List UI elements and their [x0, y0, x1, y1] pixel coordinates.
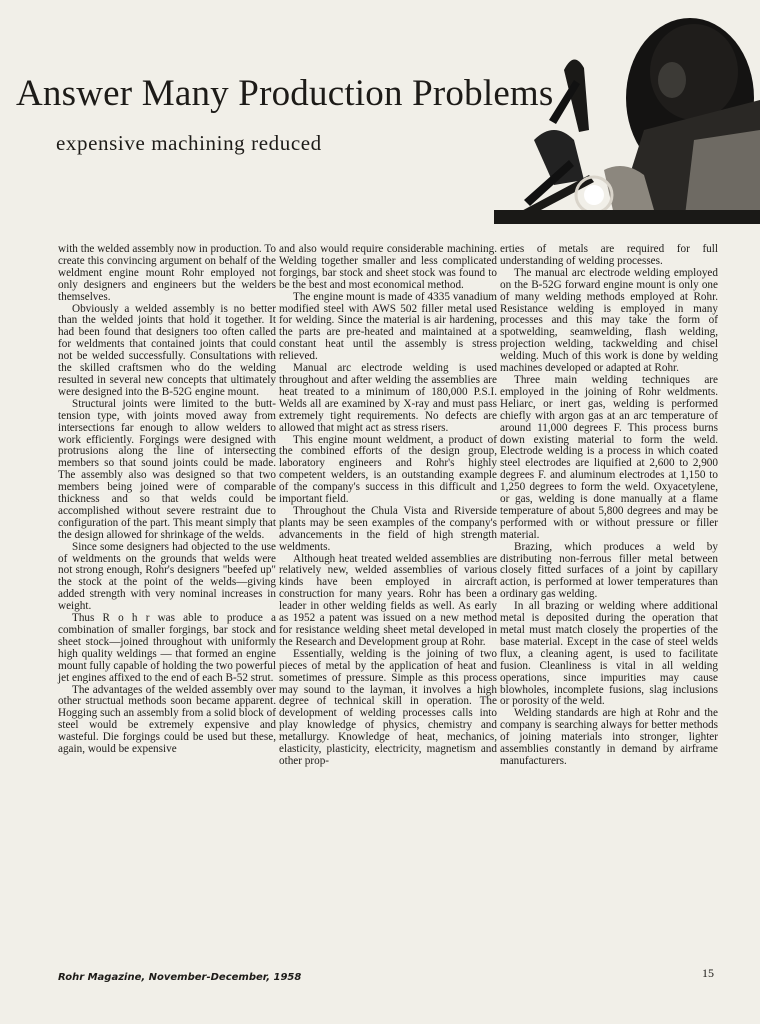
- welder-photo-icon: [494, 10, 760, 224]
- paragraph: The engine mount is made of 4335 vanadium modified steel with AWS 502 filler metal used for welding. Since the material is air hardening, the parts are pre-heated and maintained at a constant heat until the assembly is stress relieved.: [279, 290, 497, 363]
- paragraph: Brazing, which produces a weld by distributing non-ferrous filler metal between closely fitted surfaces of a joint by capillary action, is performed at lower temperatures than ordinary gas welding.: [500, 540, 718, 601]
- paragraph: Manual arc electrode welding is used throughout and after welding the assemblies are heat treated to a minimum of 180,000 P.S.I. Welds all are examined by X-ray and must pass extremely tight requirements. No defects are allowed that might act as stress risers.: [279, 362, 497, 434]
- article-subtitle: expensive machining reduced: [56, 131, 322, 155]
- paragraph: In all brazing or welding where additional metal is deposited during the operation that metal must match closely the properties of the base material. Except in the case of steel welds flux, a cleaning agent, is used to facilitate fusion. Cleanliness is vital in all welding operations, since impurities may cause blowholes, incomplete fusions, slag inclusions or porosity of the weld.: [500, 600, 718, 708]
- paragraph: erties of metals are required for full understanding of welding processes.: [500, 243, 718, 267]
- paragraph: Obviously a welded assembly is no better than the welded joints that hold it together. It had been found that designers too often called for weldments that contained joints that could not be welded successfully. Consultations with the skilled craftsmen who do the welding resulted in several new concepts that ultimately were designed into the B-52G engine mount.: [58, 302, 276, 398]
- text-column-1: [58, 244, 276, 756]
- text-column-3: [500, 244, 718, 768]
- article-title: Answer Many Production Problems: [16, 73, 554, 114]
- paragraph: Although heat treated welded assemblies are relatively new, welded assemblies of various kinds have been employed in aircraft construction for many years. Rohr has been a leader in other welding fields as well. As early as 1952 a patent was issued on a new method for resistance welding sheet metal developed in the Research and Development group at Rohr.: [279, 552, 497, 648]
- paragraph: Since some designers had objected to the use of weldments on the grounds that welds were not strong enough, Rohr's designers "beefed up" the stock at the point of the welds—giving added strength with very nominal increases in weight.: [58, 540, 276, 613]
- paragraph: with the welded assembly now in production. To create this convincing argument on behalf of the weldment engine mount Rohr employed not only designers and engineers but the welders themselves.: [58, 243, 276, 303]
- page-number: 15: [702, 966, 714, 980]
- paragraph: The advantages of the welded assembly over other structual methods soon became apparent. Hogging such an assembly from a solid block of steel would be extremely expensive and wasteful. Die forgings could be used but these, again, would be expensive: [58, 683, 276, 756]
- paragraph: Welding standards are high at Rohr and the company is searching always for better methods of joining materials into stronger, lighter assemblies constantly in demand by airframe manufacturers.: [500, 707, 718, 767]
- paragraph: Structural joints were limited to the butt-tension type, with joints moved away from intersections far enough to allow welders to work efficiently. Forgings were designed with protrusions along the line of intersecting members so that sound joints could be made. The assembly also was designed so that two members being joined were of comparable thickness and so that welds could be accomplished without severe restraint due to configuration of the part. This meant simply that the design allowed for shrinkage of the welds.: [58, 397, 276, 541]
- paragraph: and also would require considerable machining. Welding together smaller and less complicated forgings, bar stock and sheet stock was found to be the best and most economical method.: [279, 243, 497, 291]
- paragraph: Three main welding techniques are employed in the joining of Rohr weldments. Heliarc, or inert gas, welding is performed chiefly with argon gas at an arc temperature of around 11,000 degrees F. This process burns down existing material to form the weld. Electrode welding is a process in which coated steel electrodes are liquified at 2,600 to 2,900 degrees F. and aluminum electrodes at 1,150 to 1,250 degrees to form the weld. Oxyacetylene, or gas, welding is done manually at a flame temperature of about 5,800 degrees and may be performed with or without pressure or filler material.: [500, 373, 718, 541]
- paragraph: Throughout the Chula Vista and Riverside plants may be seen examples of the company's advancements in the field of high strength weldments.: [279, 504, 497, 553]
- paragraph: Essentially, welding is the joining of two pieces of metal by the application of heat and sometimes of pressure. Simple as this process may sound to the layman, it involves a high degree of technical skill in operation. The development of welding processes calls into play knowledge of physics, chemistry and metallurgy. Knowledge of heat, mechanics, elasticity, plasticity, electricity, magnetism and other prop-: [279, 647, 497, 767]
- paragraph: Thus R o h r was able to produce a combination of smaller forgings, bar stock and sheet stock—joined throughout with uniformly high quality weldings — that formed an engine mount fully capable of holding the two powerful jet engines affixed to the end of each B-52 strut.: [58, 612, 276, 684]
- paragraph: The manual arc electrode welding employed on the B-52G forward engine mount is only one of many welding methods employed at Rohr. Resistance welding is employed in many processes and this may take the form of spotwelding, seamwelding, flash welding, projection welding, tackwelding and chisel welding. Much of this work is done by welding machines developed or adapted at Rohr.: [500, 266, 718, 375]
- paragraph: This engine mount weldment, a product of the combined efforts of the design group, laboratory engineers and Rohr's highly competent welders, is an outstanding example of the company's success in this difficult and important field.: [279, 433, 497, 506]
- text-column-2: [279, 244, 497, 768]
- publication-footer: Rohr Magazine, November-December, 1958: [58, 972, 302, 983]
